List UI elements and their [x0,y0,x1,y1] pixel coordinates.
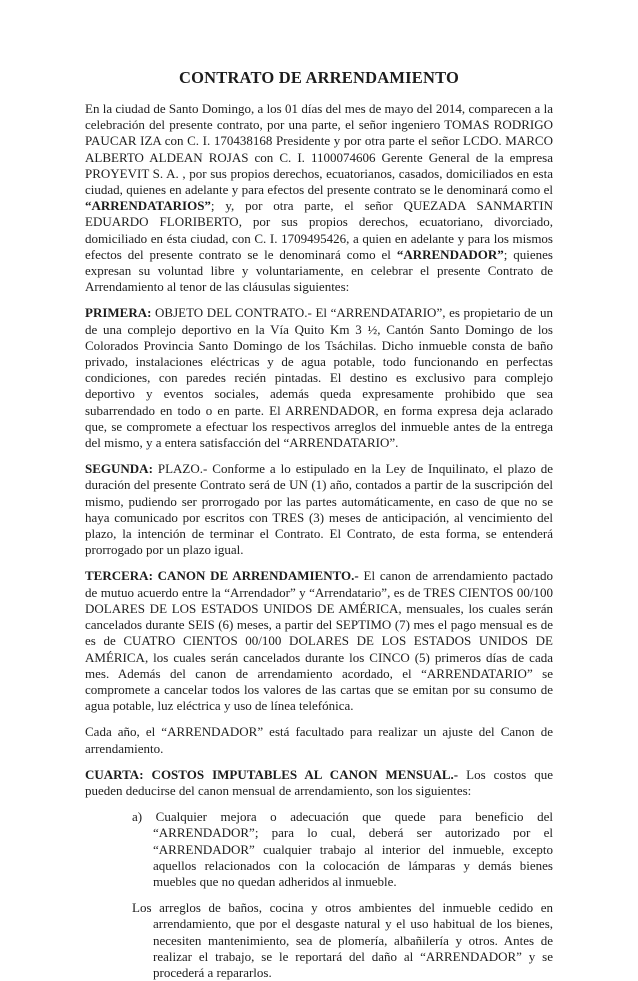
document-title: CONTRATO DE ARRENDAMIENTO [178,68,460,87]
list-item-a [132,809,553,890]
term-arrendatarios: “ARRENDATARIOS” [85,198,211,214]
paragraph-parties-intro [85,101,553,295]
clause-primera-label: PRIMERA: [85,305,152,321]
clause-cuarta-label: CUARTA: COSTOS IMPUTABLES AL CANON MENSUAL.- [85,766,459,782]
paragraph-arreglos-text: Los arreglos de baños, cocina y otros ambientes del inmueble cedido en arrendamiento, que por el desgaste natural y el uso habitual de los bienes, necesiten mantenimiento, sea de plomería, albañilería y otros. Antes de realizar el trabajo, se le reportará del daño al “ARRENDADOR” y se procederá a repararlos. [132,900,553,980]
clause-tercera-label: TERCERA: CANON DE ARRENDAMIENTO.- [85,568,359,584]
list-item-a-text: a) Cualquier mejora o adecuación que quede para beneficio del “ARRENDADOR”; para lo cual, deberá ser autorizado por el “ARRENDADOR” cualquier trabajo al interior del inmueble, excepto aquellos relacionados con la colocación de lámparas y demás bienes muebles que no quedan adheridos al inmueble. [132,809,553,889]
term-arrendador: “ARRENDADOR” [396,246,504,262]
clause-segunda-label: SEGUNDA: [85,461,153,477]
intro-text-part1: En la ciudad de Santo Domingo, a los 01 días del mes de mayo del 2014, comparecen a la celebración del presente contrato, por una parte, el señor ingeniero TOMAS RODRIGO PAUCAR IZA con C. I. 170438168 Presidente y por otra parte el señor LCDO. MARCO ALBERTO ALDEAN ROJAS con C. I. 1100074606 Gerente General de la empresa PROYEVIT S. A. , por sus propios derechos, ecuatorianos, casados, domiciliados en esta ciudad, quienes en adelante y para efectos del presente contrato se le denominará como el [85,101,553,198]
paragraph-ajuste-anual [85,724,553,756]
clause-tercera-body: El canon de arrendamiento pactado de mutuo acuerdo entre la “Arrendador” y “Arrendatario”, es de TRES CIENTOS 00/100 DOLARES DE LOS ESTADOS UNIDOS DE AMÉRICA, mensuales, los cuales serán cancelados durante SEIS (6) meses, a partir del SEPTIMO (7) mes el pago mensual es de es de CUATRO CIENTOS 00/100 DOLARES DE LOS ESTADOS UNIDOS DE AMÉRICA, los cuales serán cancelados durante los CINCO (5) primeros días de cada mes. Además del canon de arrendamiento acordado, el “ARRENDATARIO” se compromete a cancelar todos los valores de las cartas que se emitan por su consumo de agua potable, luz eléctrica y uso de línea telefónica. [85,568,553,714]
clause-primera [85,305,553,451]
intro-text-part3: ; quienes expresan su voluntad libre y voluntariamente, en celebrar el presente Contrato de Arrendamiento al tenor de las cláusulas siguientes: [85,246,553,295]
paragraph-arreglos [132,900,553,981]
intro-text-part2: ; y, por otra parte, el señor QUEZADA SANMARTIN EDUARDO FLORIBERTO, por sus propios derechos, ecuatoriano, divorciado, domiciliado en ésta ciudad, con C. I. 1709495426, a quien en adelante y para los mismos efectos del presente contrato se le denominará como el [85,198,553,262]
clause-tercera [85,568,553,714]
clause-segunda [85,461,553,558]
clause-cuarta-body: Los costos que pueden deducirse del canon mensual de arrendamiento, son los siguientes: [85,766,553,798]
ajuste-anual-text: Cada año, el “ARRENDADOR” está facultado para realizar un ajuste del Canon de arrendamiento. [85,724,553,756]
clause-segunda-body: PLAZO.- Conforme a lo estipulado en la Ley de Inquilinato, el plazo de duración del presente Contrato será de UN (1) año, contados a partir de la suscripción del mismo, pudiendo ser prorrogado por las partes automáticamente, en caso de que no se haya comunicado por escritos con TRES (3) meses de anticipación, al vencimiento del plazo, la intención de terminar el Contrato. El Contrato, de esta forma, se entenderá prorrogado por un plazo igual. [85,461,553,558]
clause-cuarta [85,767,553,799]
clause-primera-body: OBJETO DEL CONTRATO.- El “ARRENDATARIO”, es propietario de un de una complejo deportivo en la Vía Quito Km 3 ½, Cantón Santo Domingo de los Colorados Provincia Santo Domingo de los Tsáchilas. Dicho inmueble consta de baño privado, instalaciones eléctricas y de agua potable, todo funcionando en perfectas condiciones, con paredes recién pintadas. El destino es exclusivo para complejo deportivo y eventos sociales, además queda expresamente prohibido que sea subarrendado en todo o en parte. El ARRENDADOR, en forma expresa deja aclarado que, se compromete a efectuar los respectivos arreglos del inmueble antes de la entrega del mismo, y a entera satisfacción del “ARRENDATARIO”. [85,305,553,451]
